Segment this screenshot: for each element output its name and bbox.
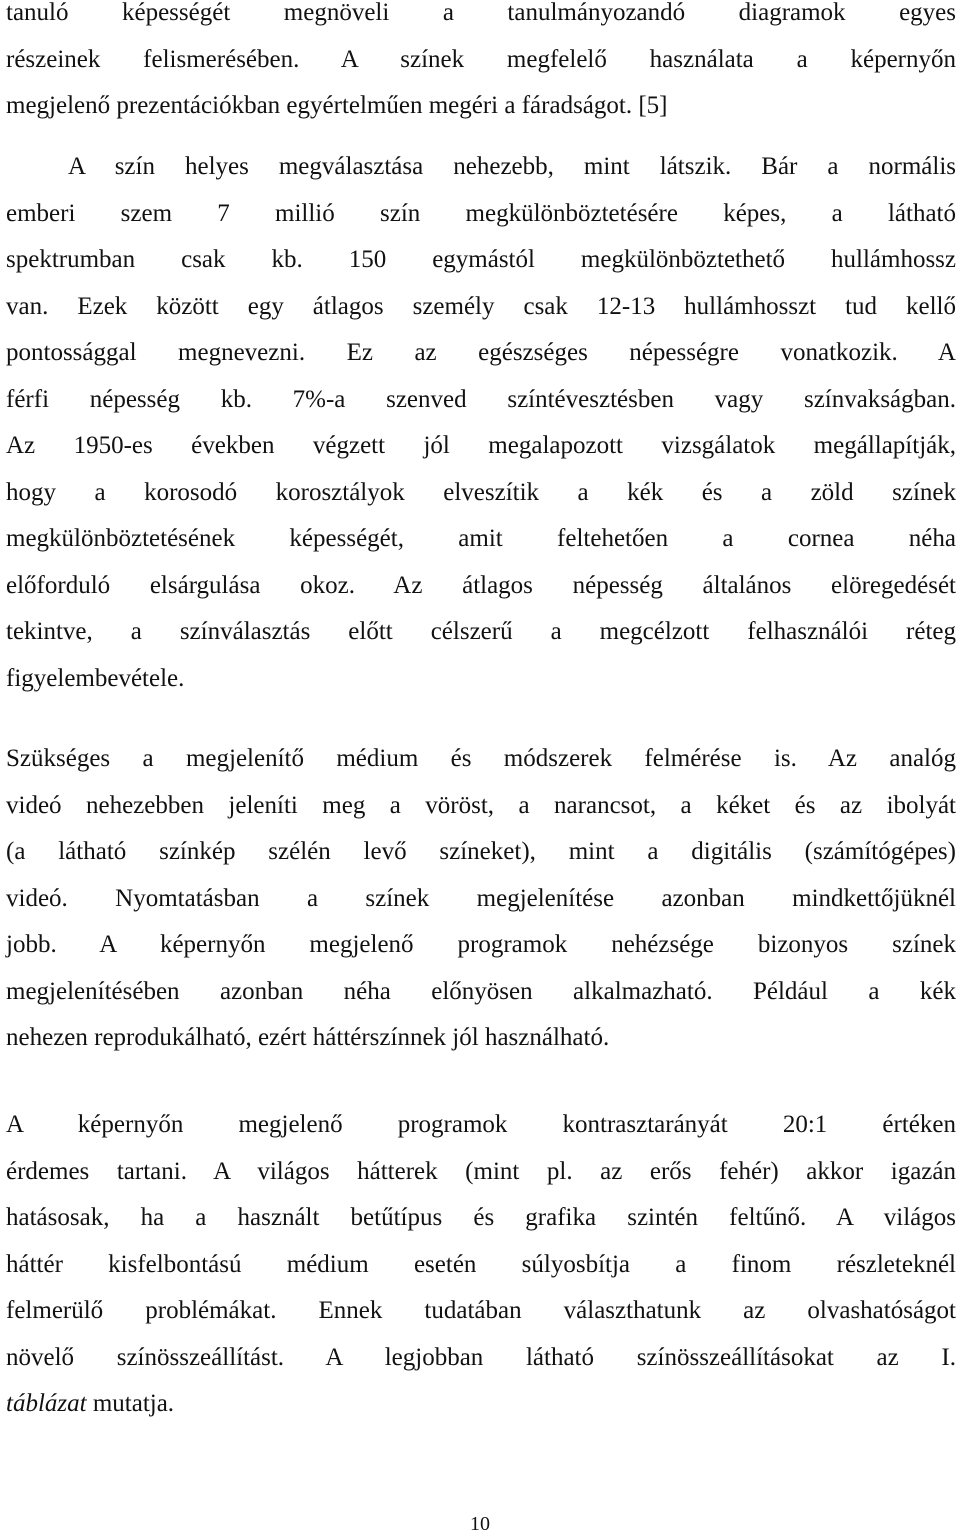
text-line: részeinek felismerésében. A színek megfelelő használata a képernyőn xyxy=(6,45,956,73)
text-line-last xyxy=(6,1381,956,1428)
text-line: videó nehezebben jeleníti meg a vöröst, a narancsot, a kéket és az ibolyát xyxy=(6,791,956,819)
text-line: nehezen reprodukálható, ezért háttérszínnek jól használható. xyxy=(6,1024,610,1051)
text-line: hogy a korosodó korosztályok elveszítik a kék és a zöld színek xyxy=(6,478,956,506)
text-line: jobb. A képernyőn megjelenő programok nehézsége bizonyos színek xyxy=(6,931,956,958)
paragraph-1 xyxy=(6,0,956,130)
text-line: előforduló elsárgulása okoz. Az átlagos népesség általános elöregedését xyxy=(6,571,956,599)
paragraph-3 xyxy=(6,736,956,1062)
page-number: 10 xyxy=(470,1513,490,1535)
table-reference-italic: táblázat xyxy=(6,1390,87,1417)
text-line: spektrumban csak kb. 150 egymástól megkülönböztethető hullámhossz xyxy=(6,246,956,273)
text-line: videó. Nyomtatásban a színek megjelenítése azonban mindkettőjüknél xyxy=(6,884,956,912)
text-line: van. Ezek között egy átlagos személy csak 12-13 hullámhosszt tud kellő xyxy=(6,292,956,320)
text-line: háttér kisfelbontású médium esetén súlyosbítja a finom részleteknél xyxy=(6,1250,956,1278)
text-line: megkülönböztetésének képességét, amit feltehetően a cornea néha xyxy=(6,525,956,552)
text-line: A képernyőn megjelenő programok kontrasztarányát 20:1 értéken xyxy=(6,1111,956,1138)
text-fragment: mutatja. xyxy=(86,1390,175,1417)
text-line: tekintve, a színválasztás előtt célszerű a megcélzott felhasználói réteg xyxy=(6,618,956,645)
text-line: felmerülő problémákat. Ennek tudatában választhatunk az olvashatóságot xyxy=(6,1297,956,1324)
text-line: emberi szem 7 millió szín megkülönböztetésére képes, a látható xyxy=(6,199,956,227)
paragraph-2 xyxy=(6,144,956,702)
text-line: hatásosak, ha a használt betűtípus és grafika szintén feltűnő. A világos xyxy=(6,1204,956,1231)
text-line: férfi népesség kb. 7%-a szenved színtévesztésben vagy színvakságban. xyxy=(6,385,956,413)
text-line: tanuló képességét megnöveli a tanulmányozandó diagramok egyes xyxy=(6,0,956,26)
text-line: Szükséges a megjelenítő médium és módszerek felmérése is. Az analóg xyxy=(6,745,956,772)
text-line: növelő színösszeállítást. A legjobban látható színösszeállításokat az I. xyxy=(6,1343,956,1371)
text-line: Az 1950-es években végzett jól megalapozott vizsgálatok megállapítják, xyxy=(6,432,956,459)
text-line: pontossággal megnevezni. Ez az egészséges népességre vonatkozik. A xyxy=(6,339,956,366)
text-line: (a látható színkép szélén levő színeket), mint a digitális (számítógépes) xyxy=(6,838,956,865)
text-line: megjelenő prezentációkban egyértelműen megéri a fáradságot. [5] xyxy=(6,92,668,119)
paragraph-4 xyxy=(6,1102,956,1428)
text-line: érdemes tartani. A világos hátterek (mint pl. az erős fehér) akkor igazán xyxy=(6,1157,956,1185)
text-line: megjelenítésében azonban néha előnyösen alkalmazható. Például a kék xyxy=(6,977,956,1005)
text-line: A szín helyes megválasztása nehezebb, mint látszik. Bár a normális xyxy=(68,153,956,180)
text-line: figyelembevétele. xyxy=(6,664,185,692)
